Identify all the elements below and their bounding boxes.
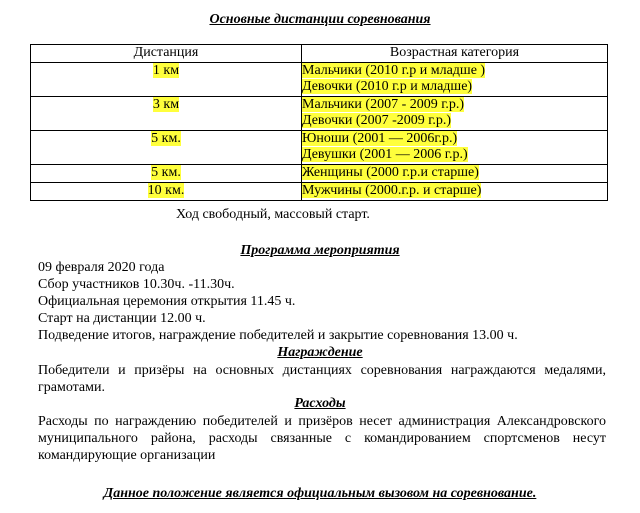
start-note: Ход свободный, массовый старт. bbox=[176, 207, 370, 222]
expenses-text: Расходы по награждению победителей и призёров несет администрация Александровского муниципального района, расходы связанные с командированием спортсменов несут командирующие организации bbox=[38, 414, 606, 463]
table-row bbox=[31, 183, 608, 201]
table-row bbox=[31, 165, 608, 183]
program-line-gathering: Сбор участников 10.30ч. -11.30ч. bbox=[38, 277, 235, 292]
awards-text: Победители и призёры на основных дистанциях соревнования награждаются медалями, грамотами. bbox=[38, 363, 606, 395]
distance-cell: 10 км. bbox=[31, 183, 302, 201]
category-cell: Мальчики (2010 г.р и младше ) Девочки (2010 г.р и младше) bbox=[302, 63, 608, 97]
column-header-distance: Дистанция bbox=[31, 45, 302, 63]
table-row bbox=[31, 63, 608, 97]
footer-statement: Данное положение является официальным вызовом на соревнование. bbox=[103, 486, 537, 501]
category-cell: Женщины (2000 г.р.и старше) bbox=[302, 165, 608, 183]
distance-cell: 5 км. bbox=[31, 165, 302, 183]
program-line-opening: Официальная церемония открытия 11.45 ч. bbox=[38, 294, 296, 309]
expenses-title: Расходы bbox=[294, 396, 346, 411]
program-line-date: 09 февраля 2020 года bbox=[38, 260, 165, 275]
category-cell: Юноши (2001 — 2006г.р.) Девушки (2001 — 2006 г.р.) bbox=[302, 131, 608, 165]
distance-cell: 1 км bbox=[31, 63, 302, 97]
program-line-start: Старт на дистанции 12.00 ч. bbox=[38, 311, 206, 326]
table-header-row bbox=[31, 45, 608, 63]
awards-title: Награждение bbox=[277, 345, 363, 360]
distance-cell: 3 км bbox=[31, 97, 302, 131]
table-row bbox=[31, 131, 608, 165]
distance-cell: 5 км. bbox=[31, 131, 302, 165]
program-line-closing: Подведение итогов, награждение победителей и закрытие соревнования 13.00 ч. bbox=[38, 328, 518, 343]
table-row bbox=[31, 97, 608, 131]
distances-table bbox=[30, 44, 608, 201]
category-cell: Мужчины (2000.г.р. и старше) bbox=[302, 183, 608, 201]
program-title: Программа мероприятия bbox=[240, 243, 400, 258]
category-cell: Мальчики (2007 - 2009 г.р.) Девочки (2007 -2009 г.р.) bbox=[302, 97, 608, 131]
section-heading: Основные дистанции соревнования bbox=[209, 12, 431, 27]
column-header-age-category: Возрастная категория bbox=[302, 45, 608, 63]
